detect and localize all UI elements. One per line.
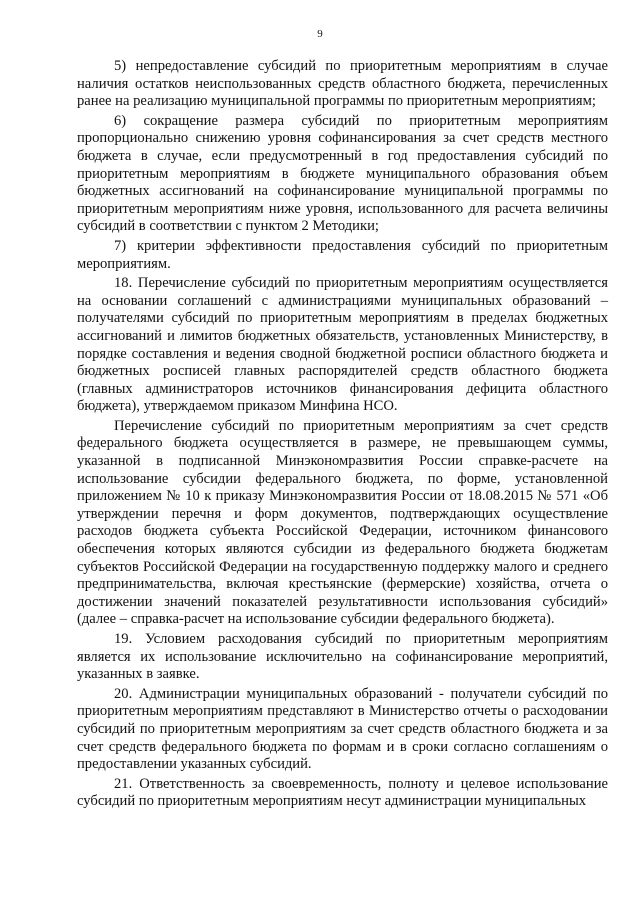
paragraph-federal-transfer: Перечисление субсидий по приоритетным мероприятиям за счет средств федерального бюджета осуществляется в размере, не превышающем суммы, указанной в подписанной Минэкономразвития России справке-расчете на использование субсидии федерального бюджета, по форме, установленной приложением № 10 к приказу Минэкономразвития России от 18.08.2015 № 571 «Об утверждении перечня и форм документов, подтверждающих осуществление расходов бюджета субъекта Российской Федерации, источником финансового обеспечения которых являются субсидии из федерального бюджета бюджетам субъектов Российской Федерации на государственную поддержку малого и среднего предпринимательства, включая крестьянские (фермерские) хозяйства, отчета о достижении значений показателей результативности использования субсидий» (далее – справка-расчет на использование субсидии федерального бюджета). bbox=[77, 417, 608, 628]
paragraph-item-6: 6) сокращение размера субсидий по приоритетным мероприятиям пропорционально снижению уровня софинансирования за счет средств местного бюджета в случае, если предусмотренный в год предоставления субсидий по приоритетным мероприятиям в бюджете муниципального образования объем бюджетных ассигнований на софинансирование муниципальной программы по приоритетным мероприятиям ниже уровня, использованного для расчета величины субсидий в соответствии с пунктом 2 Методики; bbox=[77, 112, 608, 235]
paragraph-clause-20: 20. Администрации муниципальных образований - получатели субсидий по приоритетным мероприятиям представляют в Министерство отчеты о расходовании субсидий по приоритетным мероприятиям за счет средств областного бюджета и за счет средств федерального бюджета по формам и в сроки согласно соглашениям о предоставлении указанных субсидий. bbox=[77, 685, 608, 773]
paragraph-clause-19: 19. Условием расходования субсидий по приоритетным мероприятиям является их использование исключительно на софинансирование мероприятий, указанных в заявке. bbox=[77, 631, 608, 683]
page-number: 9 bbox=[317, 28, 323, 40]
paragraph-item-7: 7) критерии эффективности предоставления субсидий по приоритетным мероприятиям. bbox=[77, 237, 608, 272]
paragraph-clause-18: 18. Перечисление субсидий по приоритетным мероприятиям осуществляется на основании соглашений с администрациями муниципальных образований – получателями субсидий по приоритетным мероприятиям в пределах бюджетных ассигнований и лимитов бюджетных обязательств, установленных Министерству, в порядке составления и ведения сводной бюджетной росписи областного бюджета и бюджетных росписей главных распорядителей средств областного бюджета (главных администраторов источников финансирования дефицита областного бюджета), утверждаемом приказом Минфина НСО. bbox=[77, 275, 608, 415]
paragraph-item-5: 5) непредоставление субсидий по приоритетным мероприятиям в случае наличия остатков неиспользованных средств областного бюджета, перечисленных ранее на реализацию муниципальной программы по приоритетным мероприятиям; bbox=[77, 58, 608, 110]
document-body bbox=[77, 58, 608, 811]
paragraph-clause-21: 21. Ответственность за своевременность, полноту и целевое использование субсидий по приоритетным мероприятиям несут администрации муниципальных bbox=[77, 775, 608, 810]
